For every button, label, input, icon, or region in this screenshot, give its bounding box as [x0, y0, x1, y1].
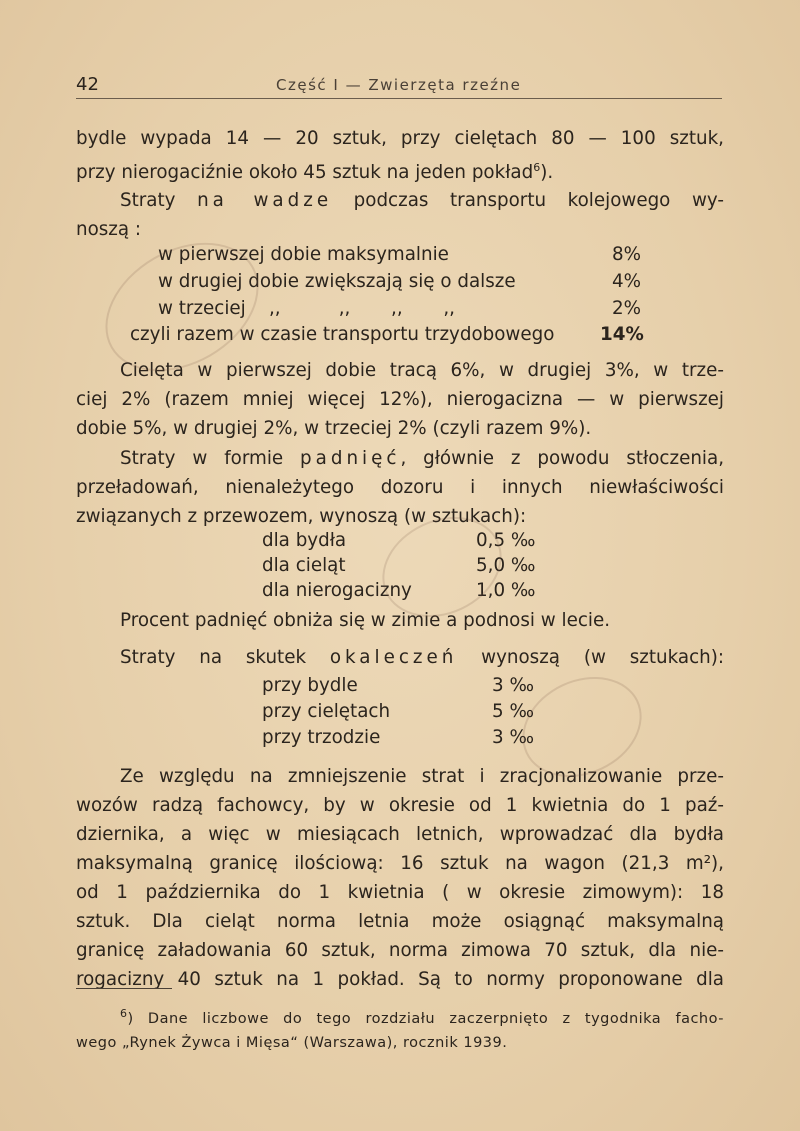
footnote-reference: 6 — [533, 161, 541, 174]
list-item-value: 3 ‰ — [492, 675, 534, 696]
text-line: od 1 października do 1 kwietnia ( w okresie zimowym): 18 — [76, 882, 724, 903]
page-header — [76, 72, 722, 99]
text-line: sztuk. Dla cieląt norma letnia może osiągnąć maksymalną — [76, 911, 724, 932]
list-item-value: 2% — [612, 298, 642, 319]
text-line: przeładowań, nienależytego dozoru i innych niewłaściwości — [76, 477, 724, 498]
spaced-emphasis: okaleczeń — [329, 647, 458, 668]
paragraph-seasonal — [76, 606, 724, 635]
list-item-label: przy cielętach — [262, 701, 391, 722]
text-line: dziernika, a więc w miesiącach letnich, wprowadzać dla bydła — [76, 824, 724, 845]
text-line: Straty na wadze podczas transportu kolejowego wy- — [120, 190, 724, 211]
text-line: maksymalną granicę ilościową: 16 sztuk na wagon (21,3 m²), — [76, 853, 724, 874]
spaced-emphasis: na wadze — [197, 190, 333, 211]
footnote — [76, 1002, 724, 1055]
list-item-label: dla cieląt — [262, 555, 346, 576]
text-line: noszą : — [76, 219, 142, 240]
text-line: Procent padnięć obniża się w zimie a podnosi w lecie. — [120, 610, 611, 631]
list-item-value: 5,0 ‰ — [476, 555, 536, 576]
footnote-mark: 6 — [120, 1007, 128, 1020]
list-item-value: 1,0 ‰ — [476, 580, 536, 601]
paragraph-weight-losses — [76, 186, 724, 244]
list-item-value: 5 ‰ — [492, 701, 534, 722]
list-item-label: przy bydle — [262, 675, 358, 696]
text-line: Cielęta w pierwszej dobie tracą 6%, w drugiej 3%, w trze- — [120, 360, 724, 381]
list-item-value: 8% — [612, 244, 642, 265]
paragraph-injuries — [76, 643, 724, 672]
paragraph-deaths — [76, 444, 724, 531]
text-line: wozów radzą fachowcy, by w okresie od 1 kwietnia do 1 paź- — [76, 795, 724, 816]
list-item-value: 3 ‰ — [492, 727, 534, 748]
footnote-line: $^6$) Dane liczbowe do tego rozdziału zaczerpnięto z tygodnika facho- — [120, 1007, 724, 1027]
list-item-value: 4% — [612, 271, 642, 292]
text-line: rogacizny 40 sztuk na 1 pokład. Są to normy proponowane dla — [76, 969, 724, 990]
text-line: Ze względu na zmniejszenie strat i zracjonalizowanie prze- — [120, 766, 724, 787]
page-number: 42 — [76, 74, 99, 95]
list-item-label: w trzeciej ,, ,, ,, ,, — [158, 298, 455, 319]
list-item-label: w drugiej dobie zwiększają się o dalsze — [158, 271, 516, 292]
list-total-value: 14% — [600, 324, 644, 345]
footnote-line: wego „Rynek Żywca i Mięsa“ (Warszawa), rocznik 1939. — [76, 1034, 508, 1051]
spaced-emphasis: padnięć — [300, 448, 401, 469]
list-item-label: dla nierogacizny — [262, 580, 412, 601]
text-line: Straty w formie padnięć, głównie z powodu stłoczenia, — [120, 448, 725, 469]
text-line: granicę załadowania 60 sztuk, norma zimowa 70 sztuk, dla nie- — [76, 940, 724, 961]
paragraph-transport-capacity — [76, 124, 724, 187]
footnote-divider — [76, 988, 172, 989]
text-line: bydle wypada 14 — 20 sztuk, przy cielętach 80 — 100 sztuk, — [76, 128, 724, 149]
running-title: Część I — Zwierzęta rzeźne — [276, 76, 522, 94]
text-line: przy nierogaciźnie około 45 sztuk na jeden pokład$^6$). — [76, 161, 554, 184]
list-item-label: w pierwszej dobie maksymalnie — [158, 244, 449, 265]
list-total-label: czyli razem w czasie transportu trzydobowego — [130, 324, 555, 345]
text-line: Straty na skutek okaleczeń wynoszą (w sztukach): — [120, 647, 724, 668]
list-item-value: 0,5 ‰ — [476, 530, 536, 551]
text-line: ciej 2% (razem mniej więcej 12%), nierogacizna — w pierwszej — [76, 389, 724, 410]
text-line: dobie 5%, w drugiej 2%, w trzeciej 2% (czyli razem 9%). — [76, 418, 592, 439]
list-item-label: przy trzodzie — [262, 727, 381, 748]
paragraph-recommendations — [76, 762, 724, 994]
list-item-label: dla bydła — [262, 530, 347, 551]
text-line: związanych z przewozem, wynoszą (w sztukach): — [76, 506, 527, 527]
